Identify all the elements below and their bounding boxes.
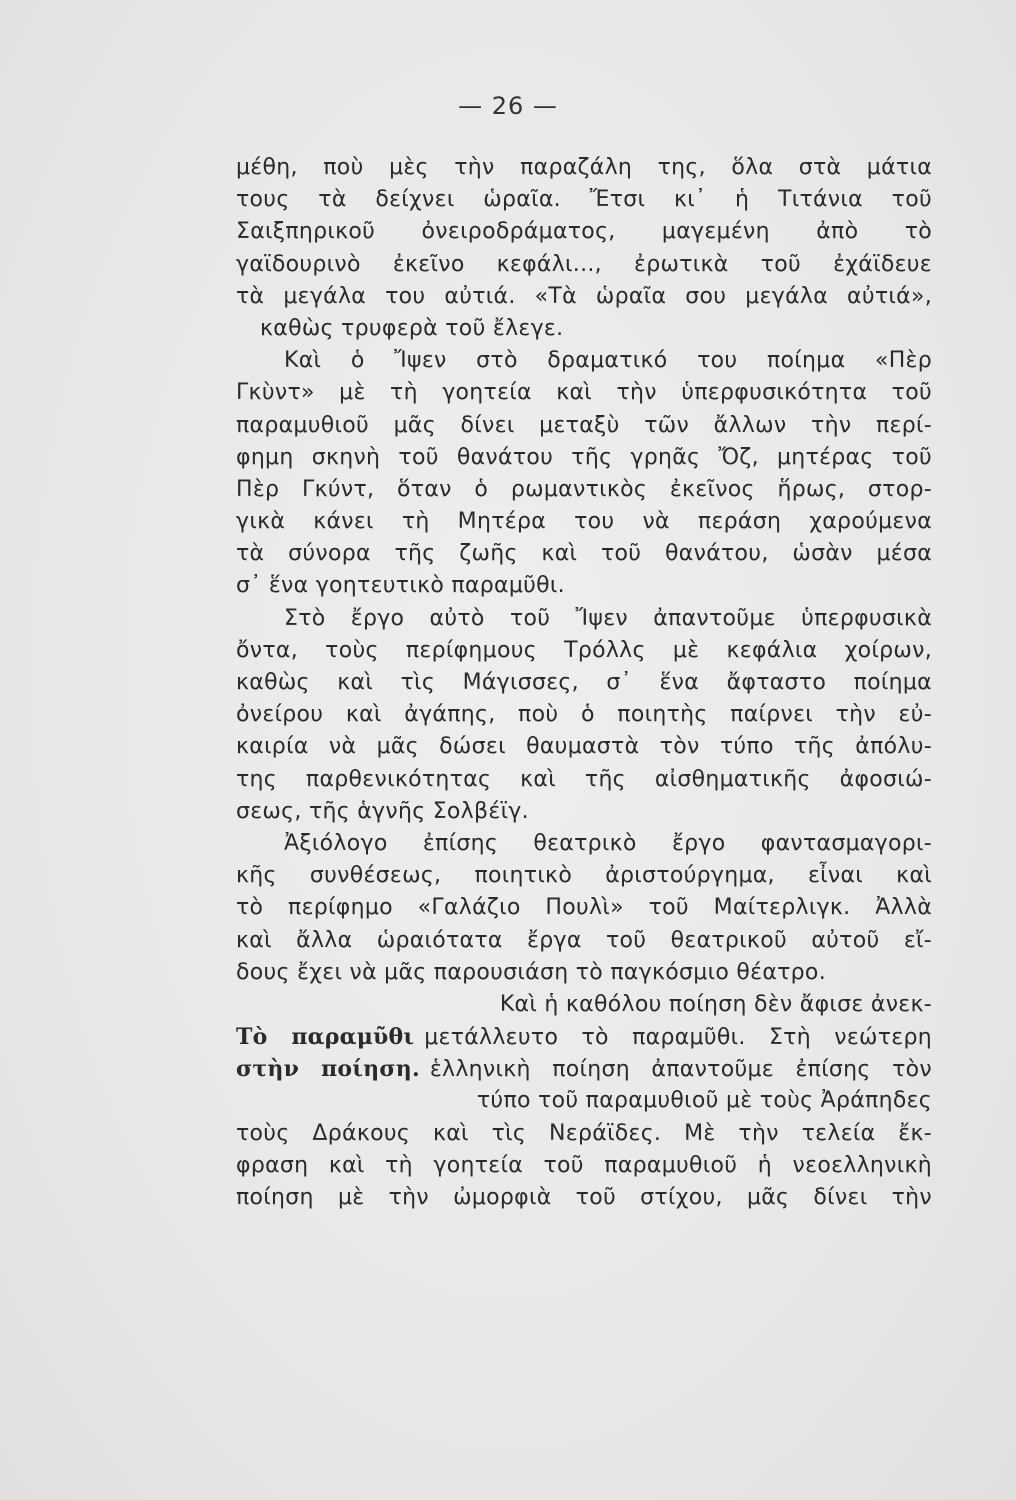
text-line: δους ἔχει νὰ μᾶς παρουσιάση τὸ παγκόσμιο θέατρο. [236,959,826,985]
text-line: τὰ μεγάλα του αὐτιά. «Τὰ ὡραῖα σου μεγάλα αὐτιά», [236,283,932,309]
text-line: Πὲρ Γκύντ, ὅταν ὁ ρωμαντικὸς ἐκεῖνος ἥρως, στορ- [236,476,932,502]
paragraph-start-line: Ἀξιόλογο ἐπίσης θεατρικὸ ἔργο φαντασμαγορι- [284,830,932,856]
text-line: καθὼς καὶ τὶς Μάγισσες, σ᾽ ἕνα ἄφταστο ποίημα [236,670,932,695]
text-line: καιρία νὰ μᾶς δώσει θαυμαστὰ τὸν τύπο τῆς ἀπόλυ- [236,734,932,760]
text-line: ὄντα, τοὺς περίφημους Τρόλλς μὲ κεφάλια χοίρων, [236,637,932,663]
text-line: παραμυθιοῦ μᾶς δίνει μεταξὺ τῶν ἄλλων τὴν περί- [236,412,932,438]
text-line: τύπο τοῦ παραμυθιοῦ μὲ τοὺς Ἀράπηδες [476,1088,932,1114]
text-line: γαϊδουρινὸ ἐκεῖνο κεφάλι..., ἐρωτικὰ τοῦ ἐχάϊδευε [236,251,932,277]
text-line: καὶ ἄλλα ὡραιότατα ἔργα τοῦ θεατρικοῦ αὐτοῦ εἴ- [236,927,932,953]
text-line: Γκὺντ» μὲ τὴ γοητεία καὶ τὴν ὑπερφυσικότητα τοῦ [236,380,932,406]
text-line: κῆς συνθέσεως, ποιητικὸ ἀριστούργημα, εἶναι καὶ [236,863,932,889]
text-line: τὸ περίφημο «Γαλάζιο Πουλὶ» τοῦ Μαίτερλιγκ. Ἀλλὰ [236,895,932,921]
text-line: σεως, τῆς ἁγνῆς Σολβέϊγ. [236,798,529,824]
text-line: Σαιξπηρικοῦ ὀνειροδράματος, μαγεμένη ἀπὸ τὸ [236,219,932,245]
side-note-title: Τὸ παραμῦθι [236,1024,415,1051]
text-line: της παρθενικότητας καὶ τῆς αἰσθηματικῆς ἀφοσιώ- [236,766,932,792]
text-line: τοὺς Δράκους καὶ τὶς Νεράϊδες. Μὲ τὴν τελεία ἔκ- [236,1120,932,1146]
text-line: σ᾽ ἕνα γοητευτικὸ παραμῦθι. [236,573,565,599]
text-line: ποίηση μὲ τὴν ὠμορφιὰ τοῦ στίχου, μᾶς δίνει τὴν [236,1185,932,1210]
text-fragment: μετάλλευτο τὸ παραμῦθι. Στὴ νεώτερη [424,1025,932,1051]
text-line-with-note [236,1053,932,1085]
text-fragment: ἑλληνικὴ ποίηση ἀπαντοῦμε ἐπίσης τὸν [429,1057,932,1083]
text-line: τὰ σύνορα τῆς ζωῆς καὶ τοῦ θανάτου, ὡσὰν μέσα [236,541,932,567]
text-line: φημη σκηνὴ τοῦ θανάτου τῆς γρηᾶς Ὄζ, μητέρας τοῦ [236,444,932,470]
text-line: φραση καὶ τὴ γοητεία τοῦ παραμυθιοῦ ἡ νεοελληνικὴ [236,1152,932,1178]
text-line-with-note [236,1021,932,1053]
side-note-subtitle: στὴν ποίηση. [236,1056,420,1083]
page-number: — 26 — [458,92,558,120]
paragraph-start-line: Στὸ ἔργο αὐτὸ τοῦ Ἴψεν ἀπαντοῦμε ὑπερφυσικὰ [284,605,932,631]
text-line: ὀνείρου καὶ ἀγάπης, ποὺ ὁ ποιητὴς παίρνει τὴν εὐ- [236,702,932,728]
text-line: τους τὰ δείχνει ὡραῖα. Ἔτσι κι᾽ ἡ Τιτάνια τοῦ [236,187,932,213]
text-line: γικὰ κάνει τὴ Μητέρα του νὰ περάση χαρούμενα [236,509,932,535]
text-line: καθὼς τρυφερὰ τοῦ ἔλεγε. [260,315,564,341]
paragraph-start-line: Καὶ ἡ καθόλου ποίηση δὲν ἄφισε ἀνεκ- [499,991,932,1017]
paragraph-start-line: Καὶ ὁ Ἴψεν στὸ δραματικό του ποίημα «Πὲρ [284,348,932,374]
body-text [236,152,932,1214]
text-line: μέθη, ποὺ μὲς τὴν παραζάλη της, ὅλα στὰ μάτια [236,155,932,180]
